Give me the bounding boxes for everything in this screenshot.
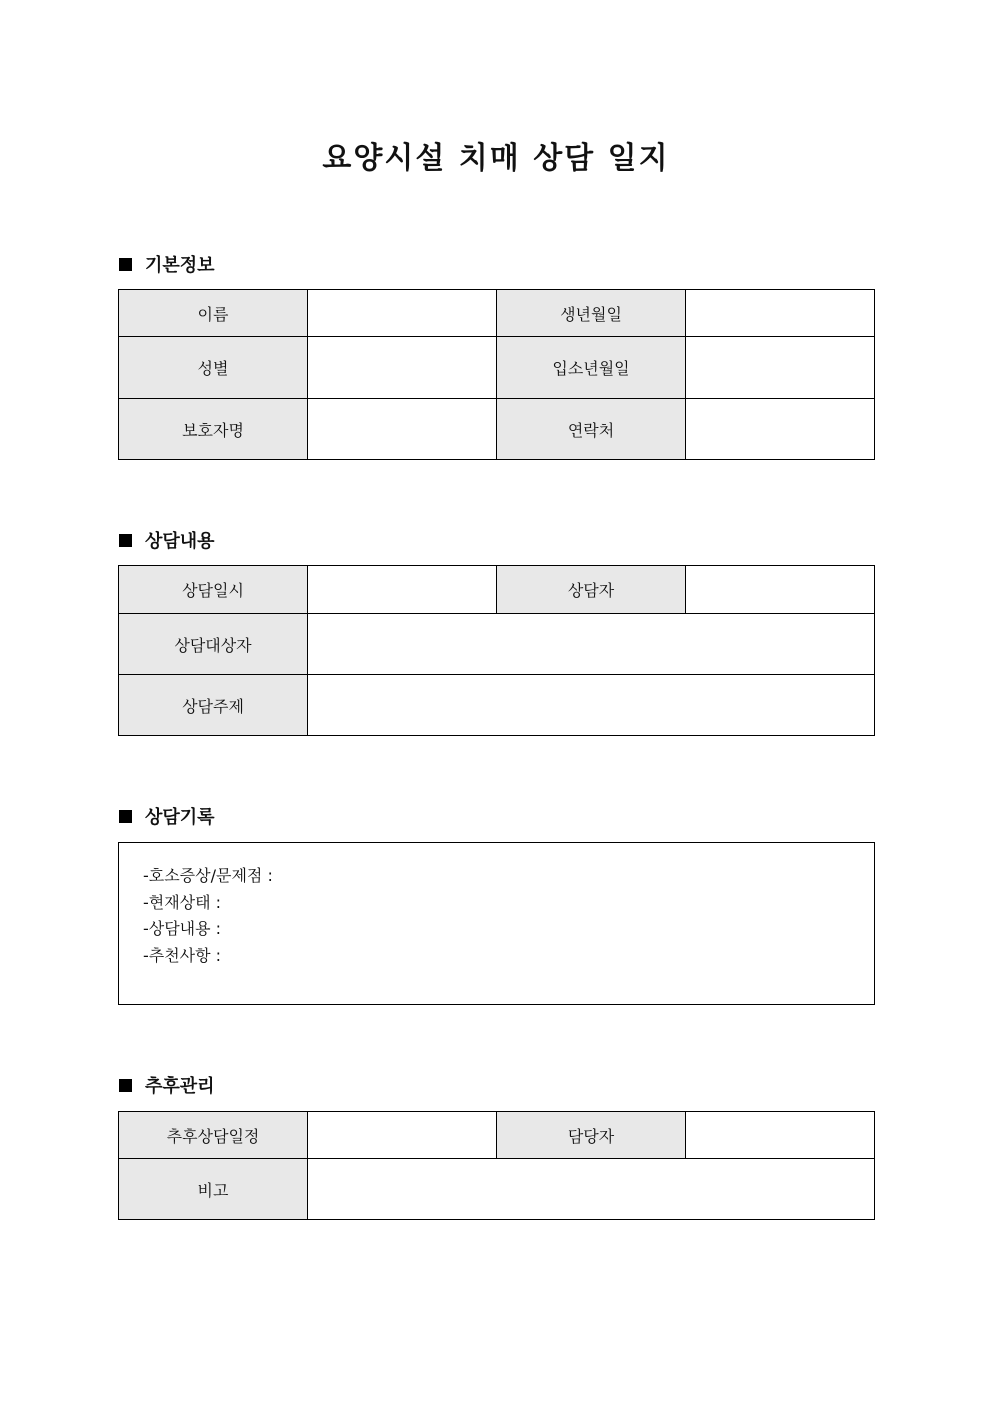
consult-content-table — [118, 565, 875, 736]
note-label: 비고 — [119, 1159, 308, 1220]
admission-field[interactable] — [686, 337, 875, 399]
section-heading-follow-up — [119, 1073, 215, 1097]
square-bullet-icon — [119, 1079, 132, 1092]
table-row — [119, 675, 875, 736]
section-heading-label: 상담기록 — [145, 807, 215, 828]
contact-field[interactable] — [686, 399, 875, 460]
gender-field[interactable] — [308, 337, 497, 399]
section-heading-label: 추후관리 — [145, 1076, 215, 1097]
table-row — [119, 566, 875, 614]
name-field[interactable] — [308, 290, 497, 337]
square-bullet-icon — [119, 810, 132, 823]
consult-record-box[interactable] — [118, 842, 875, 1005]
schedule-label: 추후상담일정 — [119, 1112, 308, 1159]
subject-label: 상담대상자 — [119, 614, 308, 675]
table-row — [119, 614, 875, 675]
consult-date-field[interactable] — [308, 566, 497, 614]
section-heading-label: 기본정보 — [145, 255, 215, 276]
manager-field[interactable] — [686, 1112, 875, 1159]
square-bullet-icon — [119, 534, 132, 547]
follow-up-table — [118, 1111, 875, 1220]
admission-label: 입소년월일 — [497, 337, 686, 399]
record-line-symptoms: -호소증상/문제점 : — [143, 866, 273, 885]
table-row — [119, 290, 875, 337]
table-row — [119, 1112, 875, 1159]
subject-field[interactable] — [308, 614, 875, 675]
record-line-status: -현재상태 : — [143, 892, 222, 912]
topic-label: 상담주제 — [119, 675, 308, 736]
contact-label: 연락처 — [497, 399, 686, 460]
counselor-label: 상담자 — [497, 566, 686, 614]
section-heading-consult-record — [119, 804, 215, 828]
guardian-field[interactable] — [308, 399, 497, 460]
table-row — [119, 337, 875, 399]
basic-info-table — [118, 289, 875, 460]
topic-field[interactable] — [308, 675, 875, 736]
record-line-recommendation: -추천사항 : — [143, 945, 222, 965]
section-heading-basic-info — [119, 252, 215, 276]
section-heading-consult-content — [119, 528, 215, 552]
gender-label: 성별 — [119, 337, 308, 399]
schedule-field[interactable] — [308, 1112, 497, 1159]
square-bullet-icon — [119, 258, 132, 271]
birth-label: 생년월일 — [497, 290, 686, 337]
record-line-content: -상담내용 : — [143, 919, 222, 938]
counselor-field[interactable] — [686, 566, 875, 614]
section-heading-label: 상담내용 — [145, 531, 215, 552]
birth-field[interactable] — [686, 290, 875, 337]
table-row — [119, 1159, 875, 1220]
consult-date-label: 상담일시 — [119, 566, 308, 614]
name-label: 이름 — [119, 290, 308, 337]
guardian-label: 보호자명 — [119, 399, 308, 460]
manager-label: 담당자 — [497, 1112, 686, 1159]
table-row — [119, 399, 875, 460]
note-field[interactable] — [308, 1159, 875, 1220]
page-title: 요양시설 치매 상담 일지 — [322, 141, 670, 176]
